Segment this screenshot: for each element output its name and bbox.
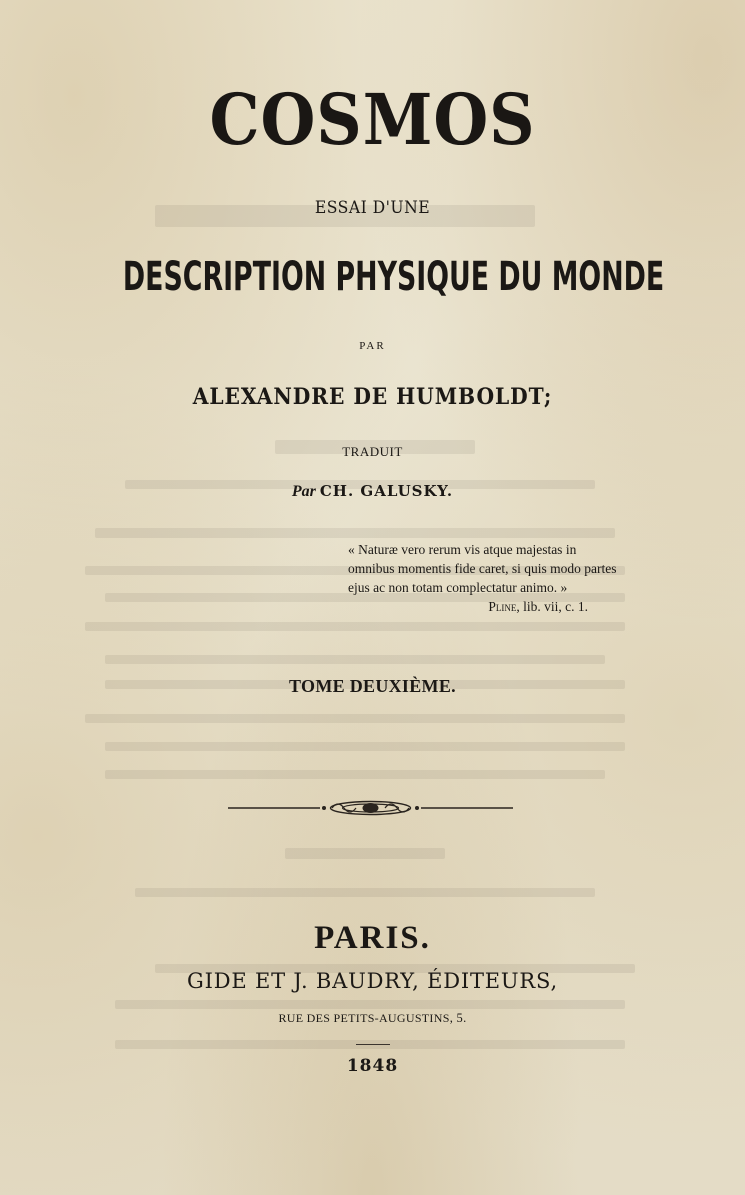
subtitle-prefix: ESSAI D'UNE	[314, 198, 431, 218]
citation-author: Pline	[488, 599, 517, 614]
ornament-divider	[228, 798, 513, 818]
book-title: COSMOS	[209, 78, 536, 161]
subtitle-main: DESCRIPTION PHYSIQUE DU MONDE	[122, 254, 665, 300]
epigraph	[348, 540, 638, 616]
epigraph-citation	[348, 597, 638, 616]
address-number: , 5.	[449, 1011, 467, 1025]
translator-name: CH. GALUSKY.	[319, 482, 454, 500]
epigraph-line: ejus ac non totam complectatur animo. »	[348, 580, 568, 595]
citation-ref: , lib. vii, c. 1.	[516, 599, 588, 614]
publisher-name: GIDE ET J. BAUDRY, ÉDITEURS,	[187, 969, 558, 993]
volume-label: TOME DEUXIÈME.	[289, 676, 456, 696]
epigraph-line: « Naturæ vero rerum vis atque majestas in	[348, 542, 577, 557]
translated-label: TRADUIT	[342, 444, 403, 459]
translator-prefix: Par	[291, 483, 316, 500]
author-name: ALEXANDRE DE HUMBOLDT;	[192, 384, 553, 410]
by-label: PAR	[359, 340, 386, 352]
address-street: RUE DES PETITS-AUGUSTINS	[278, 1011, 450, 1025]
publisher-address	[0, 1009, 745, 1027]
divider-rule	[356, 1044, 390, 1045]
publication-year: 1848	[346, 1056, 399, 1076]
translator-line	[0, 480, 745, 503]
publication-city: PARIS.	[314, 920, 431, 956]
epigraph-line: omnibus momentis fide caret, si quis modo partes	[348, 561, 617, 576]
